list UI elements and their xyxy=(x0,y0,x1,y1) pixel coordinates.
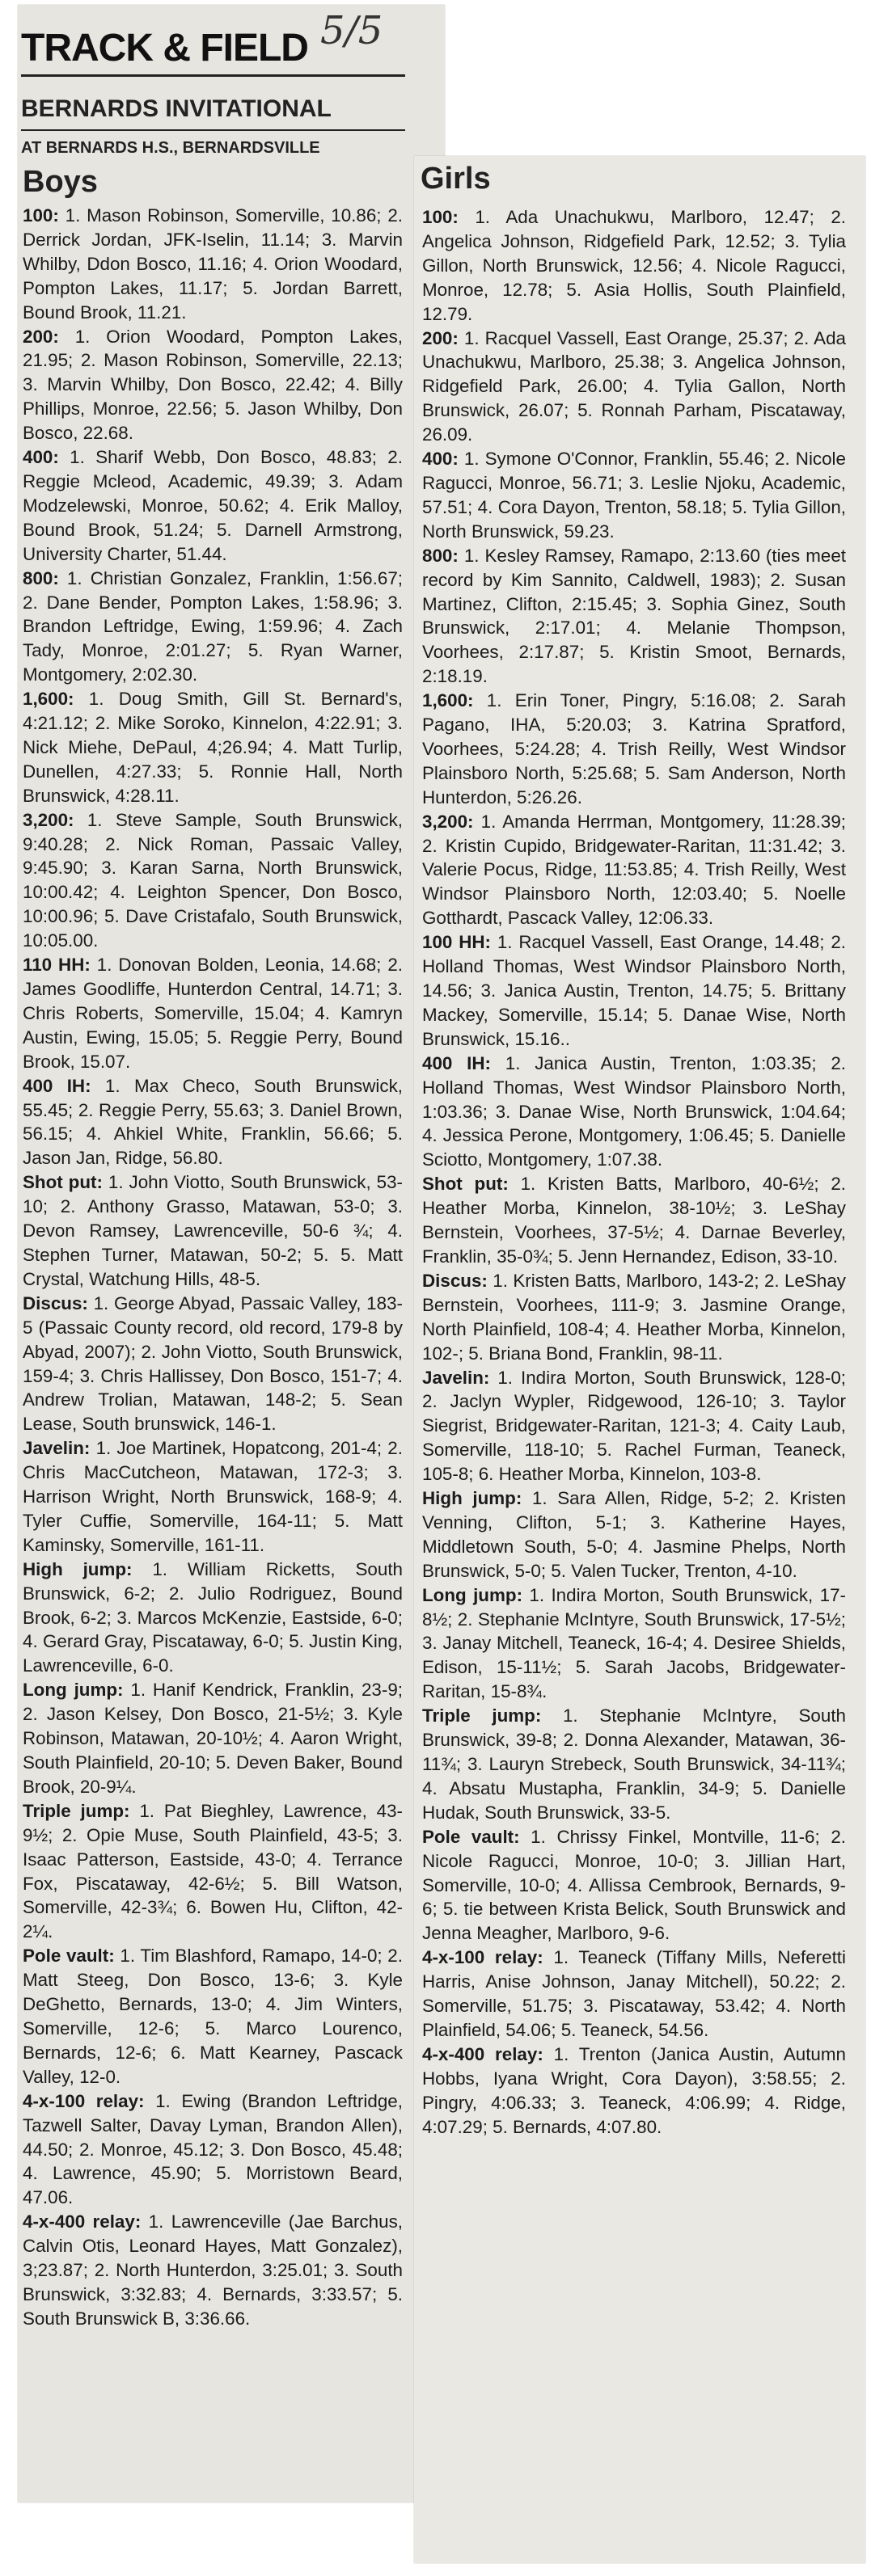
girls-event-result xyxy=(422,810,846,931)
boys-event-result xyxy=(23,1558,403,1679)
event-text: 1. Symone O'Connor, Franklin, 55.46; 2. Nicole Ragucci, Monroe, 56.71; 3. Leslie Njoku, Academic, 57.51; 4. Cora Dayon, Trenton, 58.18; 5. Tylia Gillon, North Brunswick, 59.23. xyxy=(422,449,846,542)
girls-results xyxy=(422,205,846,2140)
meet-title: BERNARDS INVITATIONAL xyxy=(21,95,332,122)
girls-event-result xyxy=(422,689,846,810)
event-text: 1. Janica Austin, Trenton, 1:03.35; 2. Holland Thomas, West Windsor Plainsboro North, 1:03.36; 3. Danae Wise, North Brunswick, 1:04.64; 4. Jessica Perone, Montgomery, 1:06.45; 5. Danielle Sciotto, Montgomery, 1:07.38. xyxy=(422,1052,846,1170)
boys-event-result xyxy=(23,1944,403,2089)
event-label: Triple jump: xyxy=(23,1800,130,1821)
event-label: 4-x-100 relay: xyxy=(422,1947,543,1968)
event-label: Discus: xyxy=(422,1270,488,1291)
event-label: Discus: xyxy=(23,1292,88,1313)
event-text: 1. Indira Morton, South Brunswick, 128-0; 2. Jaclyn Wypler, Ridgewood, 126-10; 3. Taylor Siegrist, Bridgewater-Raritan, 121-3; 4. Caity Laub, Somerville, 118-10; 5. Rachel Furman, Teaneck, 105-8; 6. Heather Morba, Kinnelon, 103-8. xyxy=(422,1367,846,1485)
girls-event-result xyxy=(422,327,846,448)
boys-heading: Boys xyxy=(23,165,98,199)
girls-event-result xyxy=(422,1486,846,1583)
event-text: 1. Stephanie McIntyre, South Brunswick, 39-8; 2. Donna Alexander, Matawan, 36-11¾; 3. Lauryn Strebeck, South Brunswick, 34-11¾; 4. Absatu Mustapha, Franklin, 34-9; 5. Danielle Hudak, South Brunswick, 33-5. xyxy=(422,1705,846,1823)
event-text: 1. Erin Toner, Pingry, 5:16.08; 2. Sarah Pagano, IHA, 5:20.03; 3. Katrina Spratford, Voorhees, 5:24.28; 4. Trish Reilly, West Windsor Plainsboro North, 5:25.68; 5. Sam Anderson, North Hunterdon, 5:26.26. xyxy=(422,690,846,807)
event-text: 1. Ada Unachukwu, Marlboro, 12.47; 2. Angelica Johnson, Ridgefield Park, 12.52; 3. Tylia Gillon, North Brunswick, 12.56; 4. Nicole Ragucci, Monroe, 12.78; 5. Asia Hollis, South Plainfield, 12.79. xyxy=(422,207,846,324)
girls-event-result xyxy=(422,205,846,327)
girls-event-result xyxy=(422,1946,846,2043)
event-text: 1. Racquel Vassell, East Orange, 25.37; 2. Ada Unachukwu, Marlboro, 25.38; 3. Angelica Johnson, Ridgefield Park, 26.00; 4. Tylia Gallon, North Brunswick, 26.07; 5. Ronnah Parham, Piscataway, 26.09. xyxy=(422,327,846,445)
boys-event-result xyxy=(23,325,403,446)
event-label: 110 HH: xyxy=(23,955,91,976)
boys-event-result xyxy=(23,2210,403,2331)
event-label: 100: xyxy=(422,207,459,227)
event-label: 4-x-400 relay: xyxy=(23,2211,142,2232)
event-text: 1. Tim Blashford, Ramapo, 14-0; 2. Matt Steeg, Don Bosco, 13-6; 3. Kyle DeGhetto, Bernards, 13-0; 4. Jim Winters, Somerville, 12-6; 5. Marco Lourenco, Bernards, 12-6; 6. Matt Kearney, Pascack Valley, 12-0. xyxy=(23,1946,403,2087)
event-label: 4-x-100 relay: xyxy=(23,2090,145,2111)
event-text: 1. Sharif Webb, Don Bosco, 48.83; 2. Reggie Mcleod, Academic, 49.39; 3. Adam Modzelewski, Monroe, 50.62; 4. Erik Malloy, Bound Brook, 51.24; 5. Darnell Armstrong, University Charter, 51.44. xyxy=(23,447,403,564)
meet-location: AT BERNARDS H.S., BERNARDSVILLE xyxy=(21,139,320,157)
girls-event-result xyxy=(422,2043,846,2140)
event-text: 1. Chrissy Finkel, Montville, 11-6; 2. Nicole Ragucci, Monroe, 10-0; 3. Jillian Hart, Somerville, 10-0; 4. Allissa Cembrook, Bernards, 9-6; 5. tie between Krista Belick, South Brunswick and Jenna Meagher, Marlboro, 9-6. xyxy=(422,1826,846,1944)
event-text: 1. Christian Gonzalez, Franklin, 1:56.67; 2. Dane Bender, Pompton Lakes, 1:58.96; 3. Brandon Leftridge, Ewing, 1:59.96; 4. Zach Tady, Monroe, 2:01.27; 5. Ryan Warner, Montgomery, 2:02.30. xyxy=(23,567,403,685)
girls-event-result xyxy=(422,1704,846,1825)
girls-heading: Girls xyxy=(421,162,491,196)
event-label: 200: xyxy=(23,326,59,347)
event-label: Pole vault: xyxy=(23,1946,115,1967)
event-text: 1. George Abyad, Passaic Valley, 183-5 (Passaic County record, old record, 179-8 by Abyad, 2007); 2. John Viotto, South Brunswick, 159-4; 3. Chris Hallissey, Don Bosco, 151-7; 4. Andrew Trolian, Matawan, 148-2; 5. Sean Lease, South brunswick, 146-1. xyxy=(23,1292,403,1435)
event-label: 400: xyxy=(23,447,59,468)
event-label: Pole vault: xyxy=(422,1826,520,1847)
event-text: 1. Sara Allen, Ridge, 5-2; 2. Kristen Venning, Clifton, 5-1; 3. Katherine Hayes, Middletown South, 5-0; 4. Jasmine Phelps, North Brunswick, 5-0; 5. Valen Tucker, Trenton, 4-10. xyxy=(422,1488,846,1581)
event-label: Long jump: xyxy=(422,1584,523,1605)
boys-event-result xyxy=(23,1074,403,1171)
event-text: 1. Indira Morton, South Brunswick, 17-8½; 2. Stephanie McIntyre, South Brunswick, 17-5½; 3. Janay Mitchell, Teaneck, 16-4; 4. Desiree Shields, Edison, 15-11½; 5. Sarah Jacobs, Bridgewater-Raritan, 15-8¾. xyxy=(422,1584,846,1702)
header-rule xyxy=(21,74,405,77)
event-label: 100: xyxy=(23,205,59,226)
event-label: High jump: xyxy=(23,1558,133,1579)
event-text: 1. Amanda Herrman, Montgomery, 11:28.39; 2. Kristin Cupido, Bridgewater-Raritan, 11:31.42; 3. Valerie Pocus, Ridge, 11:53.85; 4. Trish Reilly, West Windsor Plainsboro North, 12:03.40; 5. Noelle Gotthardt, Pascack Valley, 12:06.33. xyxy=(422,811,846,929)
event-text: 1. Lawrenceville (Jae Barchus, Calvin Otis, Leonard Hayes, Matt Gonzalez), 3;23.87; 2. North Hunterdon, 3:25.01; 3. South Brunswick, 3:32.83; 4. Bernards, 3:33.57; 5. South Brunswick B, 3:36.66. xyxy=(23,2211,403,2329)
event-label: Shot put: xyxy=(422,1174,509,1195)
meet-rule xyxy=(21,129,405,131)
event-label: 100 HH: xyxy=(422,932,491,953)
event-text: 1. Donovan Bolden, Leonia, 14.68; 2. James Goodliffe, Hunterdon Central, 14.71; 3. Chris Roberts, Somerville, 15.04; 4. Kamryn Austin, Ewing, 15.05; 5. Reggie Perry, Bound Brook, 15.07. xyxy=(23,955,403,1072)
boys-event-result xyxy=(23,445,403,567)
event-text: 1. Teaneck (Tiffany Mills, Neferetti Harris, Anise Johnson, Janay Mitchell), 50.22; 2. Somerville, 51.75; 3. Piscataway, 53.42; 4. North Plainfield, 54.06; 5. Teaneck, 54.56. xyxy=(422,1947,846,2040)
girls-event-result xyxy=(422,544,846,689)
boys-event-result xyxy=(23,953,403,1074)
boys-event-result xyxy=(23,1170,403,1292)
event-text: 1. Steve Sample, South Brunswick, 9:40.28; 2. Nick Roman, Passaic Valley, 9:45.90; 3. Karan Sarna, North Brunswick, 10:00.42; 4. Leighton Spencer, Don Bosco, 10:00.96; 5. Dave Cristafalo, South Brunswick, 10:05.00. xyxy=(23,809,403,951)
event-text: 1. Joe Martinek, Hopatcong, 201-4; 2. Chris MacCutcheon, Matawan, 172-3; 3. Harrison Wright, North Brunswick, 168-9; 4. Tyler Cuffie, Somerville, 164-11; 5. Matt Kaminsky, Somerville, 161-11. xyxy=(23,1438,403,1555)
event-label: 3,200: xyxy=(23,809,74,830)
event-text: 1. William Ricketts, South Brunswick, 6-2; 2. Julio Rodriguez, Bound Brook, 6-2; 3. Marcos McKenzie, Eastside, 6-0; 4. Gerard Gray, Piscataway, 6-0; 5. Justin King, Lawrenceville, 6-0. xyxy=(23,1558,403,1676)
section-title: TRACK & FIELD xyxy=(21,27,308,70)
girls-event-result xyxy=(422,1269,846,1366)
event-label: 800: xyxy=(23,567,59,588)
event-label: 3,200: xyxy=(422,811,474,832)
event-text: 1. Kristen Batts, Marlboro, 143-2; 2. LeShay Bernstein, Voorhees, 111-9; 3. Jasmine Orange, North Plainfield, 108-4; 4. Heather Morba, Kinnelon, 102-; 5. Briana Bond, Franklin, 98-11. xyxy=(422,1270,846,1364)
event-label: High jump: xyxy=(422,1488,522,1509)
event-text: 1. Kristen Batts, Marlboro, 40-6½; 2. Heather Morba, Kinnelon, 38-10½; 3. LeShay Bernstein, Voorhees, 37-5½; 4. Darnae Beverley, Franklin, 35-0¾; 5. Jenn Hernandez, Edison, 33-10. xyxy=(422,1174,846,1267)
event-label: 200: xyxy=(422,327,459,348)
event-label: Triple jump: xyxy=(422,1705,542,1726)
boys-results xyxy=(23,204,403,2331)
girls-event-result xyxy=(422,447,846,544)
boys-event-result xyxy=(23,687,403,808)
event-text: 1. John Viotto, South Brunswick, 53-10; 2. Anthony Grasso, Matawan, 53-0; 3. Devon Ramsey, Lawrenceville, 50-6 ¾; 4. Stephen Turner, Matawan, 50-2; 5. 5. Matt Crystal, Watchung Hills, 48-5. xyxy=(23,1172,403,1289)
girls-event-result xyxy=(422,1825,846,1946)
event-label: 400: xyxy=(422,449,459,470)
boys-event-result xyxy=(23,204,403,325)
event-label: 800: xyxy=(422,545,459,566)
boys-event-result xyxy=(23,2089,403,2211)
boys-event-result xyxy=(23,1436,403,1558)
event-label: 400 IH: xyxy=(422,1052,491,1073)
boys-event-result xyxy=(23,1292,403,1436)
event-text: 1. Orion Woodard, Pompton Lakes, 21.95; 2. Mason Robinson, Somerville, 22.13; 3. Marvin Whilby, Don Bosco, 22.42; 4. Billy Phillips, Monroe, 22.56; 5. Jason Whilby, Don Bosco, 22.68. xyxy=(23,326,403,444)
event-label: Long jump: xyxy=(23,1680,124,1701)
event-label: Shot put: xyxy=(23,1172,103,1193)
event-label: Javelin: xyxy=(23,1438,91,1459)
boys-event-result xyxy=(23,1678,403,1799)
girls-event-result xyxy=(422,1052,846,1173)
event-label: Javelin: xyxy=(422,1367,490,1388)
event-text: 1. Kesley Ramsey, Ramapo, 2:13.60 (ties meet record by Kim Sannito, Caldwell, 1983); 2. Susan Martinez, Clifton, 2:15.45; 3. Sophia Ginez, South Brunswick, 2:17.01; 4. Melanie Thompson, Voorhees, 2:17.87; 5. Kristin Smoot, Bernards, 2:18.19. xyxy=(422,545,846,687)
event-text: 1. Mason Robinson, Somerville, 10.86; 2. Derrick Jordan, JFK-Iselin, 11.14; 3. Marvin Whilby, Ddon Bosco, 11.16; 4. Orion Woodard, Pompton Lakes, 11.17; 5. Jordan Barrett, Bound Brook, 11.21. xyxy=(23,205,403,323)
girls-event-result xyxy=(422,930,846,1052)
girls-event-result xyxy=(422,1366,846,1487)
event-text: 1. Racquel Vassell, East Orange, 14.48; 2. Holland Thomas, West Windsor Plainsboro North, 14.56; 3. Janica Austin, Trenton, 14.75; 5. Brittany Mackey, Somerville, 15.14; 5. Danae Wise, North Brunswick, 15.16.. xyxy=(422,932,846,1049)
event-text: 1. Trenton (Janica Austin, Autumn Hobbs, Iyana Wright, Cora Dayon), 3:58.55; 2. Pingry, 4:06.33; 3. Teaneck, 4:06.99; 4. Ridge, 4:07.29; 5. Bernards, 4:07.80. xyxy=(422,2043,846,2137)
event-label: 1,600: xyxy=(23,689,74,710)
boys-event-result xyxy=(23,567,403,688)
handwritten-date: 5/5 xyxy=(320,8,383,53)
boys-event-result xyxy=(23,808,403,953)
event-text: 1. Max Checo, South Brunswick, 55.45; 2. Reggie Perry, 55.63; 3. Daniel Brown, 56.15; 4. Ahkiel White, Franklin, 56.66; 5. Jason Jan, Ridge, 56.80. xyxy=(23,1075,403,1169)
event-text: 1. Hanif Kendrick, Franklin, 23-9; 2. Jason Kelsey, Don Bosco, 21-5½; 3. Kyle Robinson, Matawan, 20-10½; 4. Aaron Wright, South Plainfield, 20-10; 5. Deven Baker, Bound Brook, 20-9¼. xyxy=(23,1680,403,1797)
event-label: 4-x-400 relay: xyxy=(422,2043,543,2064)
event-text: 1. Pat Bieghley, Lawrence, 43-9½; 2. Opie Muse, South Plainfield, 43-5; 3. Isaac Patterson, Eastside, 43-0; 4. Terrance Fox, Piscataway, 42-6½; 5. Bill Watson, Somerville, 42-3¾; 6. Bowen Hu, Clifton, 42-2¼. xyxy=(23,1800,404,1942)
event-text: 1. Ewing (Brandon Leftridge, Tazwell Salter, Davay Lyman, Brandon Allen), 44.50; 2. Monroe, 45.12; 3. Don Bosco, 45.48; 4. Lawrence, 45.90; 5. Morristown Beard, 47.06. xyxy=(23,2090,403,2208)
girls-event-result xyxy=(422,1172,846,1269)
girls-event-result xyxy=(422,1583,846,1705)
boys-event-result xyxy=(23,1799,403,1944)
event-label: 1,600: xyxy=(422,690,474,711)
event-label: 400 IH: xyxy=(23,1075,91,1096)
event-text: 1. Doug Smith, Gill St. Bernard's, 4:21.12; 2. Mike Soroko, Kinnelon, 4:22.91; 3. Nick Miehe, DePaul, 4;26.94; 4. Matt Turlip, Dunellen, 4:27.33; 5. Ronnie Hall, North Brunswick, 4:28.11. xyxy=(23,689,403,806)
